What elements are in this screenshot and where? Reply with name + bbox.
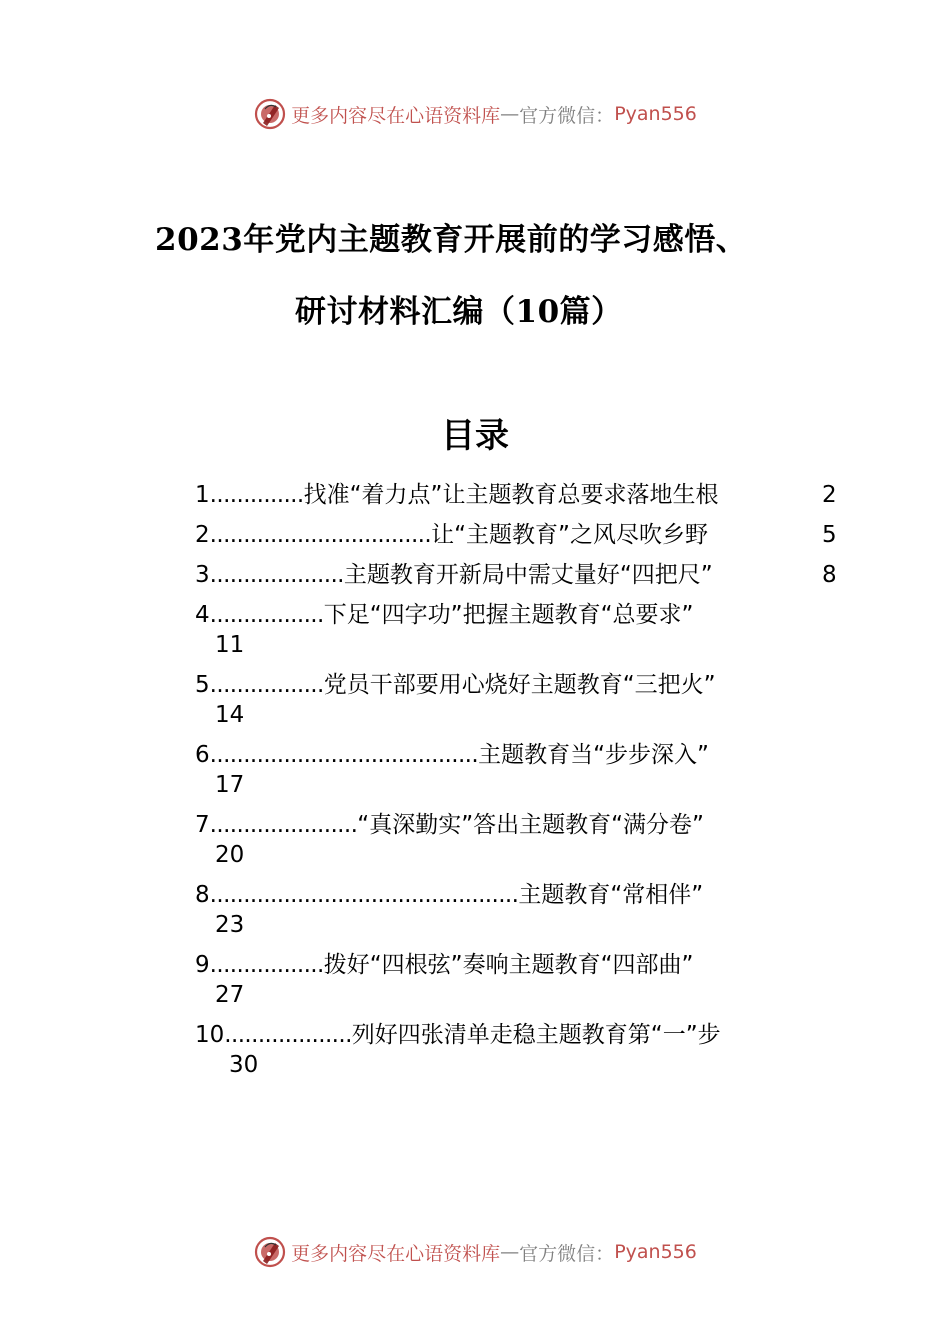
watermark-separator: — <box>500 1241 520 1263</box>
pen-nib-logo-icon <box>253 97 287 131</box>
watermark-wechat-id: Pyan556 <box>614 1241 697 1263</box>
toc-entry-title: “真深勤实”答出主题教育“满分卷” <box>357 812 704 838</box>
toc-entry-number: 1 <box>195 482 210 508</box>
toc-entry-number: 7 <box>195 812 210 838</box>
toc-entry-number: 10 <box>195 1022 225 1048</box>
toc-entry-leader: .................... <box>209 562 344 588</box>
toc-entry[interactable] <box>195 668 845 728</box>
toc-entry-leader: ................................. <box>209 522 432 548</box>
toc-entry-page: 11 <box>215 632 245 658</box>
toc-entry[interactable] <box>195 808 845 868</box>
watermark-wechat-id: Pyan556 <box>614 103 697 125</box>
toc-entry-number: 6 <box>195 742 210 768</box>
toc-entry-page: 17 <box>215 772 245 798</box>
toc-entry-page: 8 <box>822 562 837 588</box>
toc-entry-page: 23 <box>215 912 245 938</box>
toc-entry-page: 2 <box>822 482 837 508</box>
header-watermark <box>0 94 950 134</box>
toc-entry-leader: ...................... <box>209 812 358 838</box>
toc-entry-title: 下足“四字功”把握主题教育“总要求” <box>323 602 694 628</box>
toc-entry-page: 27 <box>215 982 245 1008</box>
toc-entry-number: 3 <box>195 562 210 588</box>
toc-entry[interactable] <box>195 948 845 1008</box>
toc-entry[interactable] <box>195 878 845 938</box>
toc-entry-title: 主题教育“常相伴” <box>518 882 704 908</box>
watermark-official: 官方微信： <box>519 1242 615 1265</box>
toc-entry-leader: ................... <box>224 1022 352 1048</box>
toc-entry-page: 5 <box>822 522 837 548</box>
watermark-brand: 更多内容尽在心语资料库 <box>291 104 501 127</box>
toc-entry-leader: ........................................ <box>209 742 479 768</box>
toc-entry-leader: .............. <box>209 482 304 508</box>
toc-entry[interactable] <box>195 738 845 798</box>
toc-heading: 目录 <box>441 416 509 456</box>
toc-entry-page: 14 <box>215 702 245 728</box>
toc-entry[interactable] <box>195 598 845 658</box>
toc-entry-title: 主题教育当“步步深入” <box>478 742 709 768</box>
toc-entry[interactable] <box>195 1018 845 1078</box>
pen-nib-logo-icon <box>253 1235 287 1269</box>
toc-entry-number: 9 <box>195 952 210 978</box>
document-title-line-2: 研讨材料汇编（10篇） <box>295 294 623 330</box>
watermark-official: 官方微信： <box>519 104 615 127</box>
watermark-separator: — <box>500 103 520 125</box>
toc-entry-title: 主题教育开新局中需丈量好“四把尺” <box>343 562 713 588</box>
toc-entry-title: 让“主题教育”之风尽吹乡野 <box>431 522 708 548</box>
toc-entry-title: 拨好“四根弦”奏响主题教育“四部曲” <box>323 952 694 978</box>
toc-entry-leader: .............................................. <box>209 882 519 908</box>
toc-entry-page: 20 <box>215 842 245 868</box>
toc-entry-title: 党员干部要用心烧好主题教育“三把火” <box>323 672 716 698</box>
toc-entry-leader: ................. <box>209 672 324 698</box>
footer-watermark <box>0 1232 950 1272</box>
toc-entry-page: 30 <box>229 1052 259 1078</box>
toc-entry-title: 找准“着力点”让主题教育总要求落地生根 <box>303 482 719 508</box>
toc-entry-number: 8 <box>195 882 210 908</box>
toc-entry-leader: ................. <box>209 952 324 978</box>
toc-entry-leader: ................. <box>209 602 324 628</box>
toc-entry-number: 5 <box>195 672 210 698</box>
toc-entry-number: 4 <box>195 602 210 628</box>
toc-entry-number: 2 <box>195 522 210 548</box>
watermark-brand: 更多内容尽在心语资料库 <box>291 1242 501 1265</box>
toc-entry-title: 列好四张清单走稳主题教育第“一”步 <box>351 1022 721 1048</box>
document-title-line-1: 2023年党内主题教育开展前的学习感悟、 <box>155 222 748 258</box>
